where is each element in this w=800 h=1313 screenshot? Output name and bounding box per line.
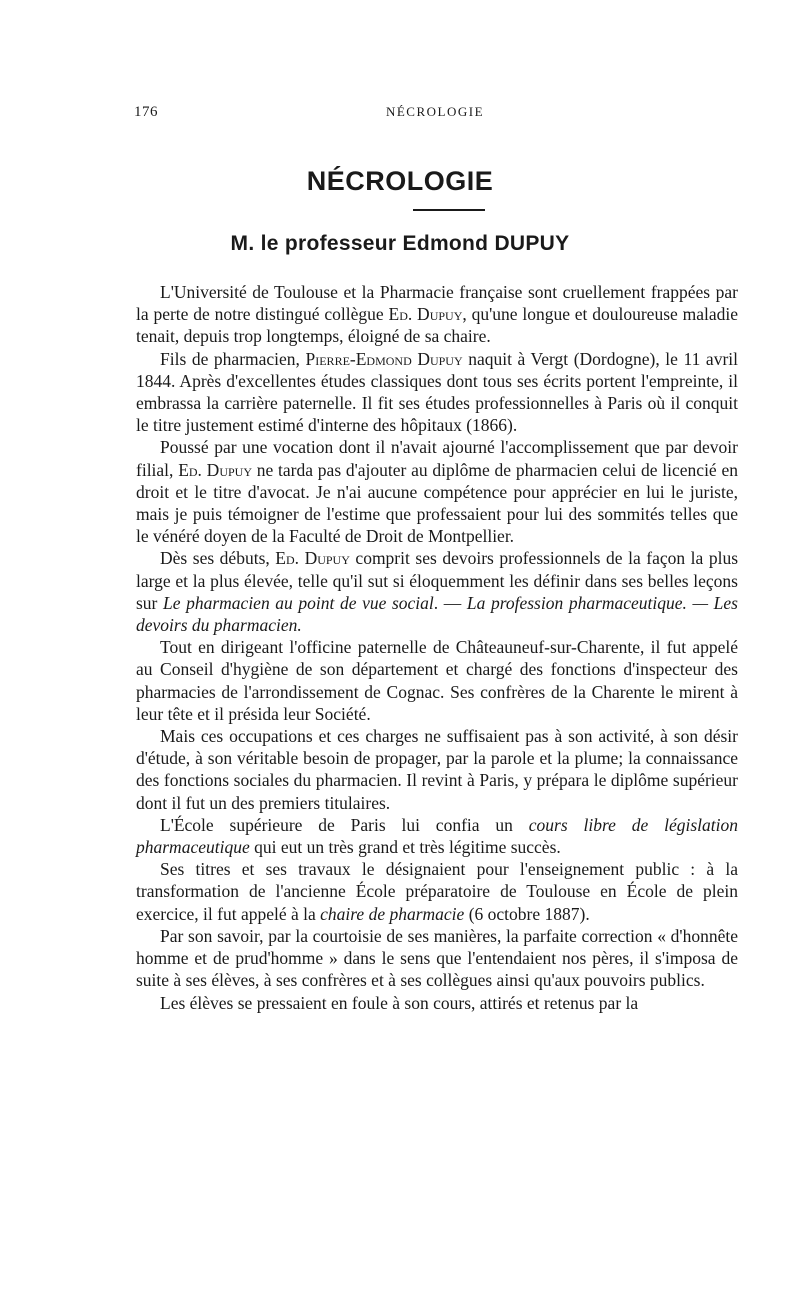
person-name: Ed. Dupuy	[275, 548, 350, 569]
paragraph-5: Tout en dirigeant l'officine paternelle de Châteauneuf-sur-Charente, il fut appelé au Conseil d'hygiène de son département et chargé des fonctions d'inspecteur des pharmacies de l'arrondissement de Cognac. Ses confrères de la Charente le mirent à leur tête et il présida leur Société.	[136, 637, 738, 724]
person-name: Ed. Dupuy	[178, 459, 252, 480]
chair-title: chaire de pharmacie	[320, 903, 465, 924]
person-name: Ed. Dupuy	[388, 304, 463, 325]
text-run: Dès ses débuts,	[160, 548, 276, 569]
paragraph-6: Mais ces occupations et ces charges ne suffisaient pas à son activité, à son désir d'étude, à son véritable besoin de propager, par la parole et la plume; la connaissance des fonctions sociales du pharmacien. Il revint à Paris, y prépara le diplôme supérieur dont il fut un des premiers titulaires.	[136, 726, 738, 813]
text-run: Ses titres et ses travaux le désignaient pour l'enseignement public : à la transformation de l'ancienne École préparatoire de Toulouse en École de plein exercice, il fut appelé à la	[136, 859, 738, 924]
text-run: Fils de pharmacien,	[160, 348, 306, 369]
lecture-title: La profession pharmaceutique. — Les devoirs du pharmacien.	[136, 592, 738, 636]
article-body	[136, 281, 738, 1014]
paragraph-7	[136, 814, 738, 858]
paragraph-10: Les élèves se pressaient en foule à son cours, attirés et retenus par la	[160, 992, 639, 1013]
text-run: (6 octobre 1887).	[464, 903, 590, 924]
paragraph-9: Par son savoir, par la courtoisie de ses manières, la parfaite correction « d'honnête homme et de prud'homme » dans le sens que l'entendaient nos pères, il s'imposa de suite à ses élèves, à ses confrères et à ses collègues ainsi qu'aux pouvoirs publics.	[136, 925, 738, 991]
paragraph-1	[136, 281, 738, 348]
lecture-title: Le pharmacien au point de vue social	[163, 592, 434, 613]
text-run: . —	[433, 592, 467, 613]
page-number: 176	[134, 104, 158, 120]
text-run: L'Université de Toulouse et la Pharmacie française sont cruellement frappées par la perte de notre distingué collègue	[136, 282, 738, 325]
paragraph-4	[136, 547, 738, 636]
paragraph-2	[136, 348, 738, 437]
text-run: qui eut un très grand et très légitime succès.	[249, 837, 561, 858]
page-header	[134, 104, 736, 128]
text-run: Poussé par une vocation dont il n'avait ajourné l'accomplissement que par devoir filial,	[136, 437, 738, 480]
article-title: NÉCROLOGIE	[306, 166, 494, 196]
text-run: comprit ses devoirs professionnels de la façon la plus large et la plus élevée, telle qu'il sut si éloquemment les définir dans ses belles leçons sur	[136, 548, 739, 613]
paragraph-3	[136, 436, 738, 547]
text-run: naquit à Vergt (Dordogne), le 11 avril 1844. Après d'excellentes études classiques dont tous ses écrits portent l'empreinte, il embrassa la carrière paternelle. Il fit ses études professionnelles à Paris où il conquit le titre justement estimé d'interne des hôpitaux (1866).	[136, 348, 738, 436]
text-run: L'École supérieure de Paris lui confia un	[160, 814, 529, 835]
title-rule	[413, 209, 485, 211]
article-subtitle: M. le professeur Edmond DUPUY	[230, 232, 570, 255]
course-title: cours libre de législation pharmaceutique	[136, 814, 739, 858]
text-run: ne tarda pas d'ajouter au diplôme de pharmacien celui de licencié en droit et le titre d'avocat. Je n'ai aucune compétence pour apprécier en lui le juriste, mais je puis témoigner de l'estime que professaient pour lui des sommités telles que le vénéré doyen de la Faculté de Droit de Montpellier.	[136, 459, 738, 547]
paragraph-8	[136, 858, 738, 925]
person-name: Pierre-Edmond Dupuy	[305, 348, 463, 369]
text-run: , qu'une longue et douloureuse maladie tenait, depuis trop longtemps, éloigné de sa chaire.	[136, 304, 738, 347]
running-head: NÉCROLOGIE	[385, 104, 485, 119]
